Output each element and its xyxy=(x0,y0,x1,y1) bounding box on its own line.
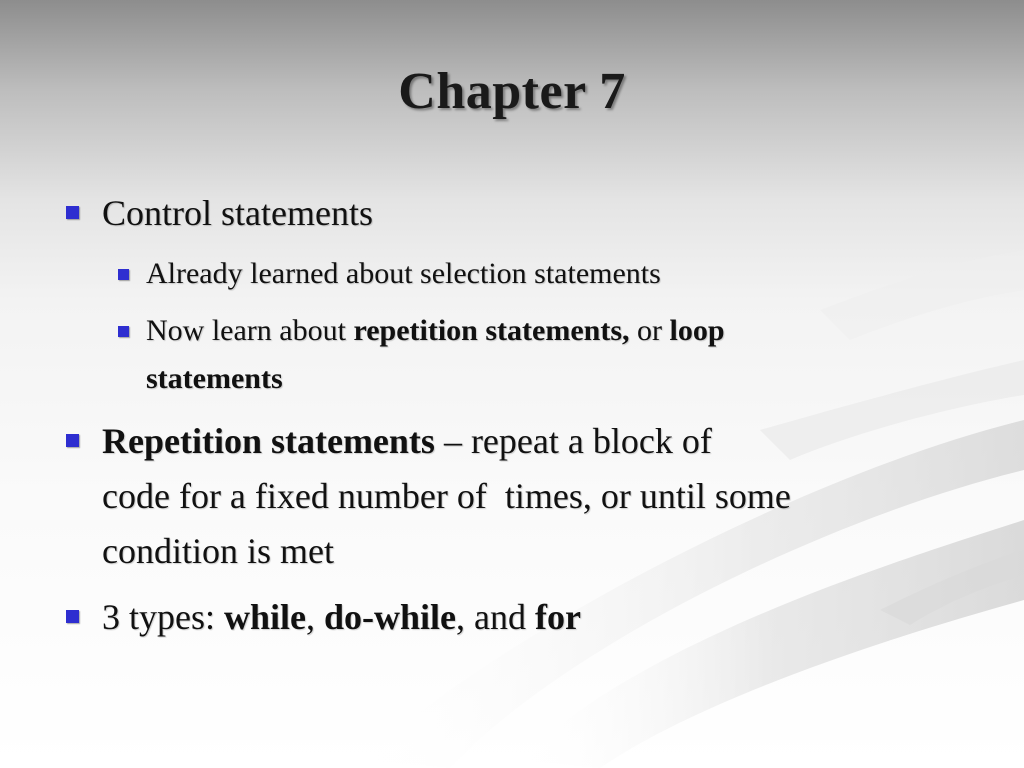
bullet-item xyxy=(102,590,581,644)
sub-bullet-text-pre: Now learn about xyxy=(146,314,354,347)
sub-bullet-bold: statements xyxy=(146,362,283,395)
sub-bullet-item xyxy=(146,307,725,355)
sub-bullet-bold: loop xyxy=(669,314,725,347)
keyword-do-while: do-while xyxy=(324,597,457,637)
separator: , xyxy=(306,597,325,637)
square-bullet-icon xyxy=(66,610,79,623)
bullet-text: – repeat a block of xyxy=(434,421,712,461)
bullet-bold: Repetition statements xyxy=(102,421,435,461)
keyword-while: while xyxy=(224,597,307,637)
slide-title: Chapter 7 xyxy=(398,63,626,120)
bullet-text-pre: 3 types: xyxy=(102,597,224,637)
sub-bullet-bold: repetition statements, xyxy=(353,314,630,347)
sub-bullet-text: Already learned about selection statements xyxy=(146,257,661,290)
square-bullet-icon xyxy=(66,206,79,219)
sub-bullet-continuation xyxy=(146,355,283,403)
bullet-item xyxy=(102,186,373,240)
sub-bullet-item xyxy=(146,250,661,298)
bullet-continuation xyxy=(102,524,334,578)
bullet-continuation xyxy=(102,469,791,523)
separator: , and xyxy=(456,597,536,637)
bullet-item xyxy=(102,414,712,468)
square-bullet-icon xyxy=(118,269,129,280)
square-bullet-icon xyxy=(66,434,79,447)
sub-bullet-text-mid: or xyxy=(629,314,670,347)
bullet-text: code for a fixed number of times, or until some xyxy=(102,476,791,516)
bullet-text: condition is met xyxy=(102,531,334,571)
square-bullet-icon xyxy=(118,326,129,337)
keyword-for: for xyxy=(535,597,581,637)
bullet-text: Control statements xyxy=(102,193,373,233)
